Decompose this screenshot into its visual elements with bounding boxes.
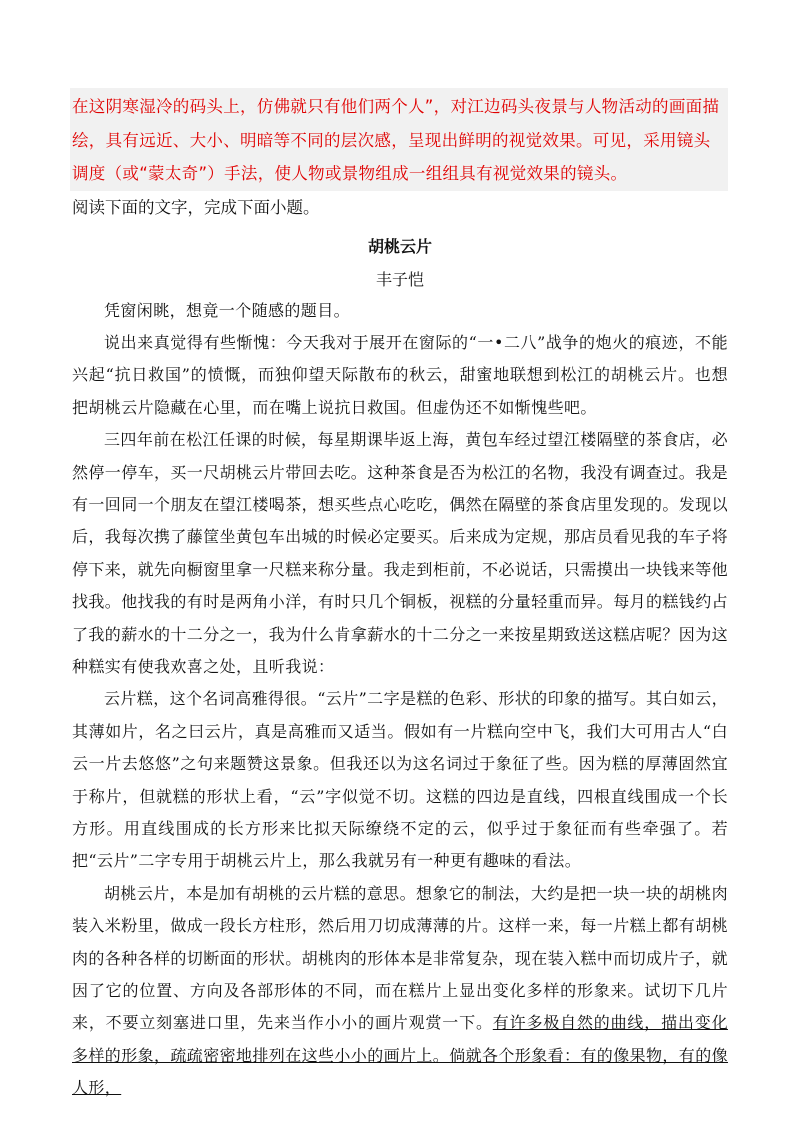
document-page bbox=[72, 88, 728, 1105]
paragraph-5-text: 胡桃云片，本是加有胡桃的云片糕的意思。想象它的制法，大约是把一块一块的胡桃肉装入米粉里，做成一段长方柱形，然后用刀切成薄薄的片。这样一来，每一片糕上都有胡桃肉的各种各样的切断面的形状。胡桃肉的形体本是非常复杂，现在装入糕中而切成片子，就因了它的位置、方向及各部形体的不同，而在糕片上显出变化多样的形象来。试切下几片来，不要立刻塞进口里，先来当作小小的画片观赏一下。 bbox=[72, 883, 729, 1033]
paragraph-1: 凭窗闲眺，想竟一个随感的题目。 bbox=[104, 300, 351, 320]
paragraph-5 bbox=[72, 878, 728, 1105]
paragraph-2: 说出来真觉得有些惭愧：今天我对于展开在窗际的“一•二八”战争的炮火的痕迹，不能兴起“抗日救国”的愤慨，而独仰望天际散布的秋云，甜蜜地联想到松江的胡桃云片。也想把胡桃云片隐藏在心里，而在嘴上说抗日救国。但虚伪还不如惭愧些吧。 bbox=[72, 332, 728, 417]
answer-highlight: 在这阴寒湿冷的码头上，仿佛就只有他们两个人”，对江边码头夜景与人物活动的画面描绘，具有远近、大小、明暗等不同的层次感，呈现出鲜明的视觉效果。可见，采用镜头调度（或“蒙太奇”）手法，使人物或景物组成一组组具有视觉效果的镜头。 bbox=[70, 88, 728, 191]
underlined-sentence: 有许多极自然的曲线，描出变化多样的形象，疏疏密密地排列在这些小小的画片上。倘就各个形象看：有的像果物，有的像人形， bbox=[72, 1013, 729, 1098]
paragraph-3: 三四年前在松江任课的时候，每星期课毕返上海，黄包车经过望江楼隔壁的茶食店，必然停一停车，买一尺胡桃云片带回去吃。这种茶食是否为松江的名物，我没有调查过。我是有一回同一个朋友在望江楼喝茶，想买些点心吃吃，偶然在隔壁的茶食店里发现的。发现以后，我每次携了藤筐坐黄包车出城的时候必定要买。后来成为定规，那店员看见我的车子将停下来，就先向橱窗里拿一尺糕来称分量。我走到柜前，不必说话，只需摸出一块钱来等他找我。他找我的有时是两角小洋，有时只几个铜板，视糕的分量轻重而异。每月的糕钱约占了我的薪水的十二分之一，我为什么肯拿薪水的十二分之一来按星期致送这糕店呢？因为这种糕实有使我欢喜之处，且听我说： bbox=[72, 430, 729, 676]
reading-instruction: 阅读下面的文字，完成下面小题。 bbox=[72, 197, 320, 217]
article-title: 胡桃云片 bbox=[367, 236, 432, 256]
article-author: 丰子恺 bbox=[375, 269, 424, 289]
paragraph-4: 云片糕，这个名词高雅得很。“云片”二字是糕的色彩、形状的印象的描写。其白如云，其薄如片，名之曰云片，真是高雅而又适当。假如有一片糕向空中飞，我们大可用古人“白云一片去悠悠”之句来题赞这景象。但我还以为这名词过于象征了些。因为糕的厚薄固然宜于称片，但就糕的形状上看，“云”字似觉不切。这糕的四边是直线，四根直线围成一个长方形。用直线围成的长方形来比拟天际缭绕不定的云，似乎过于象征而有些牵强了。若把“云片”二字专用于胡桃云片上，那么我就另有一种更有趣味的看法。 bbox=[72, 689, 728, 871]
